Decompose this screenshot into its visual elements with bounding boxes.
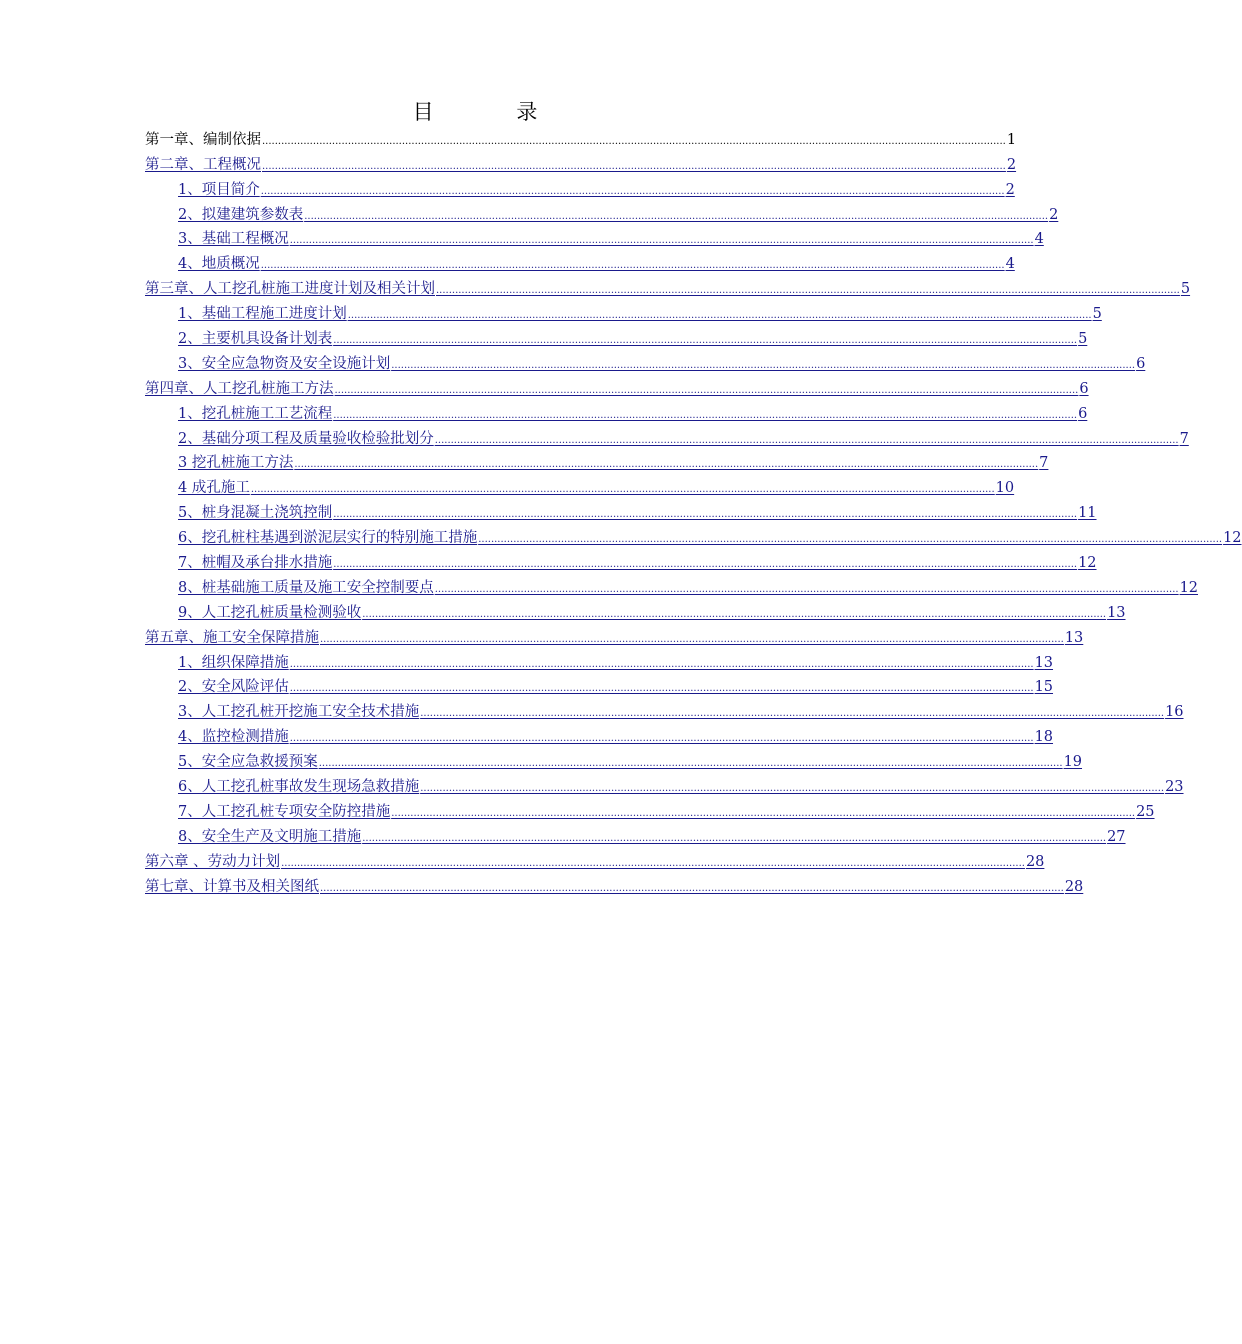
- toc-dot-leader: ..........................................................................................................................................................................................................................................: [347, 310, 1092, 322]
- toc-entry[interactable]: [145, 873, 1084, 898]
- toc-entry[interactable]: [145, 649, 1054, 674]
- toc-entry-page-number: 15: [1034, 679, 1054, 696]
- toc-entry[interactable]: [145, 126, 1017, 151]
- toc-entry-label: 1、挖孔桩施工工艺流程: [178, 405, 333, 422]
- toc-dot-leader: ..........................................................................................................................................................................................................................................: [320, 882, 1064, 894]
- toc-entry-page-number: 19: [1063, 754, 1083, 771]
- toc-entry-label: 8、安全生产及文明施工措施: [178, 828, 362, 845]
- toc-entry-page-number: 7: [1179, 430, 1189, 447]
- toc-entry[interactable]: [145, 275, 1191, 300]
- toc-entry-page-number: 2: [1006, 156, 1017, 173]
- toc-dot-leader: ..........................................................................................................................................................................................................................................: [362, 608, 1107, 620]
- toc-dot-leader: ..........................................................................................................................................................................................................................................: [391, 359, 1136, 371]
- toc-entry-label: 1、组织保障措施: [178, 654, 289, 671]
- toc-entry[interactable]: [145, 674, 1054, 699]
- toc-dot-leader: ..........................................................................................................................................................................................................................................: [260, 260, 1005, 272]
- toc-entry[interactable]: [145, 723, 1054, 748]
- toc-entry[interactable]: [145, 375, 1089, 400]
- toc-entry-label: 9、人工挖孔桩质量检测验收: [178, 604, 362, 621]
- toc-dot-leader: ..........................................................................................................................................................................................................................................: [281, 857, 1025, 869]
- toc-entry-page-number: 7: [1039, 455, 1049, 472]
- toc-entry-page-number: 13: [1107, 604, 1126, 621]
- toc-dot-leader: ..........................................................................................................................................................................................................................................: [318, 758, 1063, 770]
- toc-entry-page-number: 2: [1005, 181, 1015, 198]
- toc-entry[interactable]: [145, 599, 1126, 624]
- toc-entry-page-number: 4: [1005, 256, 1015, 273]
- toc-entry[interactable]: [145, 350, 1146, 375]
- toc-entry-page-number: 6: [1078, 405, 1088, 422]
- toc-dot-leader: ..........................................................................................................................................................................................................................................: [391, 807, 1136, 819]
- toc-entry[interactable]: [145, 176, 1015, 201]
- toc-entry-page-number: 4: [1034, 231, 1044, 248]
- toc-dot-leader: ..........................................................................................................................................................................................................................................: [362, 832, 1107, 844]
- toc-entry[interactable]: [145, 798, 1155, 823]
- toc-entry[interactable]: [145, 300, 1102, 325]
- toc-entry[interactable]: [145, 151, 1017, 176]
- toc-entry-page-number: 11: [1078, 505, 1097, 522]
- toc-entry-label: 第七章、计算书及相关图纸: [145, 878, 319, 895]
- toc-entry[interactable]: [145, 425, 1189, 450]
- toc-entry-label: 5、安全应急救援预案: [178, 754, 318, 771]
- toc-entry-page-number: 6: [1136, 355, 1146, 372]
- toc-entry[interactable]: [145, 848, 1045, 873]
- toc-entry-page-number: 28: [1025, 853, 1045, 870]
- toc-dot-leader: ..........................................................................................................................................................................................................................................: [260, 185, 1005, 197]
- toc-entry-label: 2、安全风险评估: [178, 679, 289, 696]
- toc-entry[interactable]: [145, 201, 1059, 226]
- toc-entry[interactable]: [145, 574, 1199, 599]
- toc-entry-page-number: 6: [1079, 380, 1089, 397]
- toc-entry[interactable]: [145, 698, 1184, 723]
- toc-entry-label: 8、桩基础施工质量及施工安全控制要点: [178, 579, 434, 596]
- toc-entry-page-number: 18: [1034, 729, 1054, 746]
- toc-entry-label: 2、拟建建筑参数表: [178, 206, 304, 223]
- toc-entry-label: 第三章、人工挖孔桩施工进度计划及相关计划: [145, 281, 435, 298]
- toc-entry-label: 7、人工挖孔桩专项安全防控措施: [178, 803, 391, 820]
- toc-entry-page-number: 13: [1064, 629, 1084, 646]
- toc-dot-leader: ..........................................................................................................................................................................................................................................: [434, 434, 1179, 446]
- toc-entry[interactable]: [145, 524, 1242, 549]
- toc-entry-page-number: 23: [1165, 779, 1184, 796]
- toc-entry[interactable]: [145, 400, 1088, 425]
- toc-entry-label: 3、基础工程概况: [178, 231, 289, 248]
- toc-entry-page-number: 2: [1049, 206, 1059, 223]
- toc-entry[interactable]: [145, 549, 1097, 574]
- toc-entry-label: 2、主要机具设备计划表: [178, 331, 333, 348]
- toc-entry-page-number: 12: [1223, 530, 1242, 547]
- toc-dot-leader: ..........................................................................................................................................................................................................................................: [289, 658, 1034, 670]
- toc-entry-page-number: 25: [1136, 803, 1155, 820]
- toc-entry-label: 1、基础工程施工进度计划: [178, 306, 347, 323]
- toc-entry-label: 1、项目简介: [178, 181, 260, 198]
- toc-dot-leader: ..........................................................................................................................................................................................................................................: [478, 534, 1223, 546]
- toc-entry-page-number: 28: [1064, 878, 1084, 895]
- toc-dot-leader: ..........................................................................................................................................................................................................................................: [262, 135, 1006, 147]
- toc-entry-page-number: 5: [1078, 331, 1088, 348]
- toc-entry-page-number: 10: [995, 480, 1015, 497]
- toc-entry-page-number: 12: [1179, 579, 1199, 596]
- toc-dot-leader: ..........................................................................................................................................................................................................................................: [250, 484, 995, 496]
- toc-entry-page-number: 5: [1180, 281, 1191, 298]
- toc-dot-leader: ..........................................................................................................................................................................................................................................: [289, 235, 1034, 247]
- toc-dot-leader: ..........................................................................................................................................................................................................................................: [294, 459, 1039, 471]
- toc-entry[interactable]: [145, 748, 1083, 773]
- toc-entry-page-number: 27: [1107, 828, 1126, 845]
- toc-dot-leader: ..........................................................................................................................................................................................................................................: [289, 733, 1034, 745]
- toc-dot-leader: ..........................................................................................................................................................................................................................................: [334, 384, 1079, 396]
- toc-entry-label: 7、桩帽及承台排水措施: [178, 555, 333, 572]
- toc-entry-page-number: 16: [1165, 704, 1184, 721]
- toc-dot-leader: ..........................................................................................................................................................................................................................................: [333, 559, 1078, 571]
- toc-dot-leader: ..........................................................................................................................................................................................................................................: [320, 633, 1064, 645]
- toc-entry[interactable]: [145, 624, 1084, 649]
- toc-entry-page-number: 12: [1078, 555, 1097, 572]
- toc-dot-leader: ..........................................................................................................................................................................................................................................: [436, 285, 1180, 297]
- toc-entry[interactable]: [145, 499, 1097, 524]
- toc-entry-page-number: 5: [1092, 306, 1102, 323]
- toc-dot-leader: ..........................................................................................................................................................................................................................................: [333, 409, 1078, 421]
- toc-dot-leader: ..........................................................................................................................................................................................................................................: [434, 583, 1179, 595]
- toc-dot-leader: ..........................................................................................................................................................................................................................................: [333, 509, 1078, 521]
- toc-entry-page-number: 1: [1006, 131, 1017, 148]
- toc-entry-label: 4、地质概况: [178, 256, 260, 273]
- toc-title: 目 录: [412, 100, 576, 124]
- toc-entry[interactable]: [145, 226, 1044, 251]
- toc-entry-label: 3、安全应急物资及安全设施计划: [178, 355, 391, 372]
- toc-dot-leader: ..........................................................................................................................................................................................................................................: [333, 335, 1078, 347]
- toc-entry-label: 2、基础分项工程及质量验收检验批划分: [178, 430, 434, 447]
- toc-entry-label: 4 成孔施工: [178, 480, 250, 497]
- toc-dot-leader: ..........................................................................................................................................................................................................................................: [304, 210, 1049, 222]
- toc-entry[interactable]: [145, 250, 1015, 275]
- toc-entry-page-number: 13: [1034, 654, 1054, 671]
- toc-entry[interactable]: [145, 823, 1126, 848]
- toc-entry-label: 第二章、工程概况: [145, 156, 261, 173]
- toc-entry-label: 第五章、施工安全保障措施: [145, 629, 319, 646]
- toc-entry[interactable]: [145, 773, 1184, 798]
- toc-entry[interactable]: [145, 474, 1015, 499]
- toc-dot-leader: ..........................................................................................................................................................................................................................................: [289, 683, 1034, 695]
- toc-dot-leader: ..........................................................................................................................................................................................................................................: [420, 783, 1165, 795]
- toc-entry-label: 3、人工挖孔桩开挖施工安全技术措施: [178, 704, 420, 721]
- toc-entry-label: 第六章 、劳动力计划: [145, 853, 281, 870]
- toc-entry[interactable]: [145, 450, 1049, 475]
- toc-entry-label: 第一章、编制依据: [145, 131, 261, 148]
- toc-entry-label: 3 挖孔桩施工方法: [178, 455, 294, 472]
- toc-dot-leader: ..........................................................................................................................................................................................................................................: [420, 708, 1165, 720]
- toc-entry-label: 5、桩身混凝土浇筑控制: [178, 505, 333, 522]
- toc-entry-label: 6、挖孔桩柱基遇到淤泥层实行的特别施工措施: [178, 530, 478, 547]
- toc-dot-leader: ..........................................................................................................................................................................................................................................: [262, 160, 1006, 172]
- toc-list: [145, 126, 1242, 898]
- toc-entry[interactable]: [145, 325, 1088, 350]
- toc-entry-label: 4、监控检测措施: [178, 729, 289, 746]
- toc-entry-label: 第四章、人工挖孔桩施工方法: [145, 380, 334, 397]
- toc-entry-label: 6、人工挖孔桩事故发生现场急救措施: [178, 779, 420, 796]
